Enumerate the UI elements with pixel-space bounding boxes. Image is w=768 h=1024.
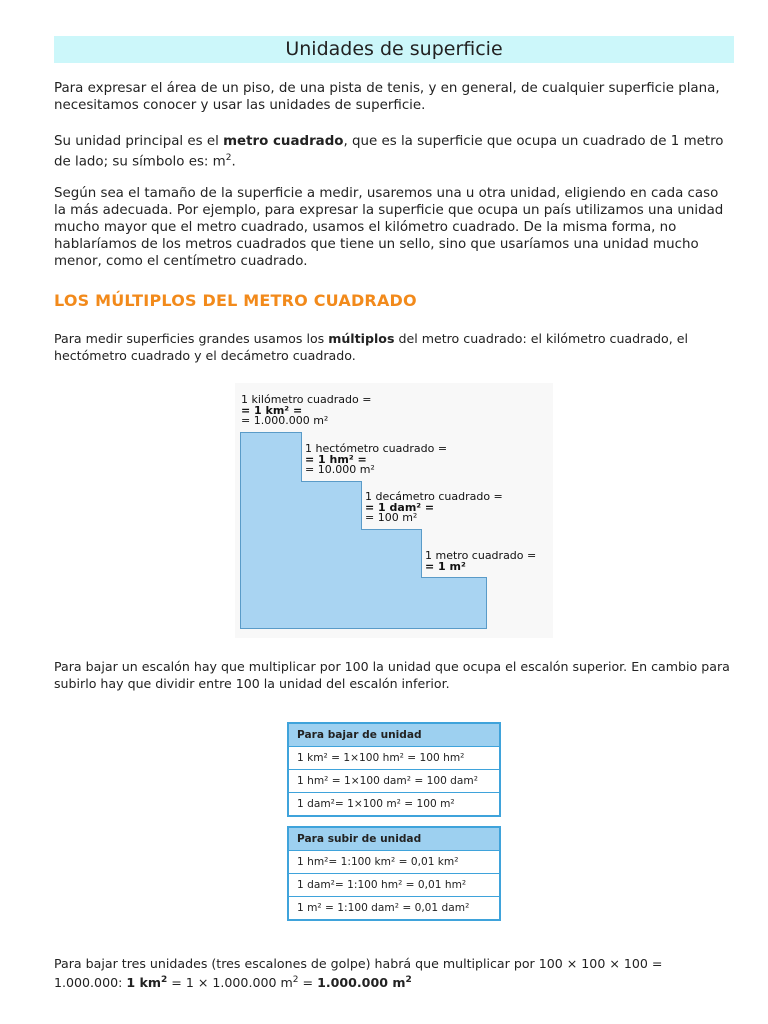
multiples-intro-paragraph [54,330,734,364]
table-bajar-unidad [287,722,501,817]
table-row [288,897,500,921]
step-km2-line2: = 1 km² = [241,403,303,417]
step-label-hm2 [305,444,447,476]
final-sup2: 2 [292,975,299,985]
intro-paragraph: Para expresar el área de un piso, de una pista de tenis, y en general, de cualquier superficie plana, necesitamos conocer y usar las unidades de superficie. [54,81,720,113]
step-m2-line1: 1 metro cuadrado = [425,549,537,562]
table-bajar-header: Para bajar de unidad [288,723,500,747]
main-unit-bold: metro cuadrado [223,134,344,149]
steps-paragraph: Para bajar un escalón hay que multiplicar por 100 la unidad que ocupa el escalón superior. En cambio para subirlo hay que dividir entre 100 la unidad del escalón inferior. [54,659,730,691]
final-sup3: 2 [405,975,412,985]
step-km2-line3: = 1.000.000 m² [241,414,329,427]
table-cell: 1 dam²= 1:100 hm² = 0,01 hm² [288,874,500,897]
main-unit-sup: 2 [225,153,232,163]
section-heading-multiples: LOS MÚLTIPLOS DEL METRO CUADRADO [54,291,417,310]
final-text1: Para bajar tres unidades (tres escalones de golpe) habrá que multiplicar por 100 × 100 × 100 = 1.000.000: [54,956,663,991]
table-row [288,851,500,874]
table-row [288,770,500,793]
table-cell: 1 km² = 1×100 hm² = 100 hm² [288,747,500,770]
multiples-intro-after: del metro cuadrado: el kilómetro cuadrado, el hectómetro cuadrado y el decámetro cuadrado. [54,331,688,363]
final-sup1: 2 [161,975,168,985]
step-dam2-line1: 1 decámetro cuadrado = [365,490,503,503]
step-label-m2 [425,551,536,572]
multiples-intro-before: Para medir superficies grandes usamos los [54,331,329,346]
main-unit-text-after: , que es la superficie que ocupa un cuadrado de 1 metro de lado; su símbolo es: m [54,134,724,170]
table-cell: 1 m² = 1:100 dam² = 0,01 dam² [288,897,500,921]
main-unit-text-before: Su unidad principal es el [54,134,224,149]
step-label-dam2 [365,492,503,524]
table-cell: 1 hm² = 1×100 dam² = 100 dam² [288,770,500,793]
final-text2: = 1 × 1.000.000 m [167,975,293,991]
step-dam2-line2: = 1 dam² = [365,500,435,514]
table-cell: 1 hm²= 1:100 km² = 0,01 km² [288,851,500,874]
step-label-km2 [241,395,371,427]
multiples-intro-bold: múltiplos [328,331,395,346]
main-unit-end: . [231,154,236,170]
step-hm2-line2: = 1 hm² = [305,452,367,466]
final-text3: = [298,975,318,991]
size-paragraph: Según sea el tamaño de la superficie a medir, usaremos una u otra unidad, eligiendo en cada caso la más adecuada. Por ejemplo, para expresar la superficie que ocupa un país utilizamos una unidad mucho mayor que el metro cuadrado, usamos el kilómetro cuadrado. De la misma forma, no hablaríamos de los metros cuadrados que tiene un sello, sino que usaríamos una unidad mucho menor, como el centímetro cuadrado. [54,186,724,269]
table-cell: 1 dam²= 1×100 m² = 100 m² [288,793,500,817]
main-unit-paragraph [54,133,734,170]
table-row [288,874,500,897]
final-bold1: 1 km [126,975,161,991]
page-title: Unidades de superficie [54,36,734,63]
step-hm2-line1: 1 hectómetro cuadrado = [305,442,448,455]
table-row [288,747,500,770]
table-subir-unidad [287,826,501,921]
final-bold2: 1.000.000 m [317,975,406,991]
table-row [288,793,500,817]
step-km2-line1: 1 kilómetro cuadrado = [241,393,372,406]
step-dam2-line3: = 100 m² [365,511,418,524]
final-paragraph [54,955,734,991]
table-subir-header: Para subir de unidad [288,827,500,851]
step-m2-line2: = 1 m² [425,559,466,573]
step-hm2-line3: = 10.000 m² [305,463,375,476]
